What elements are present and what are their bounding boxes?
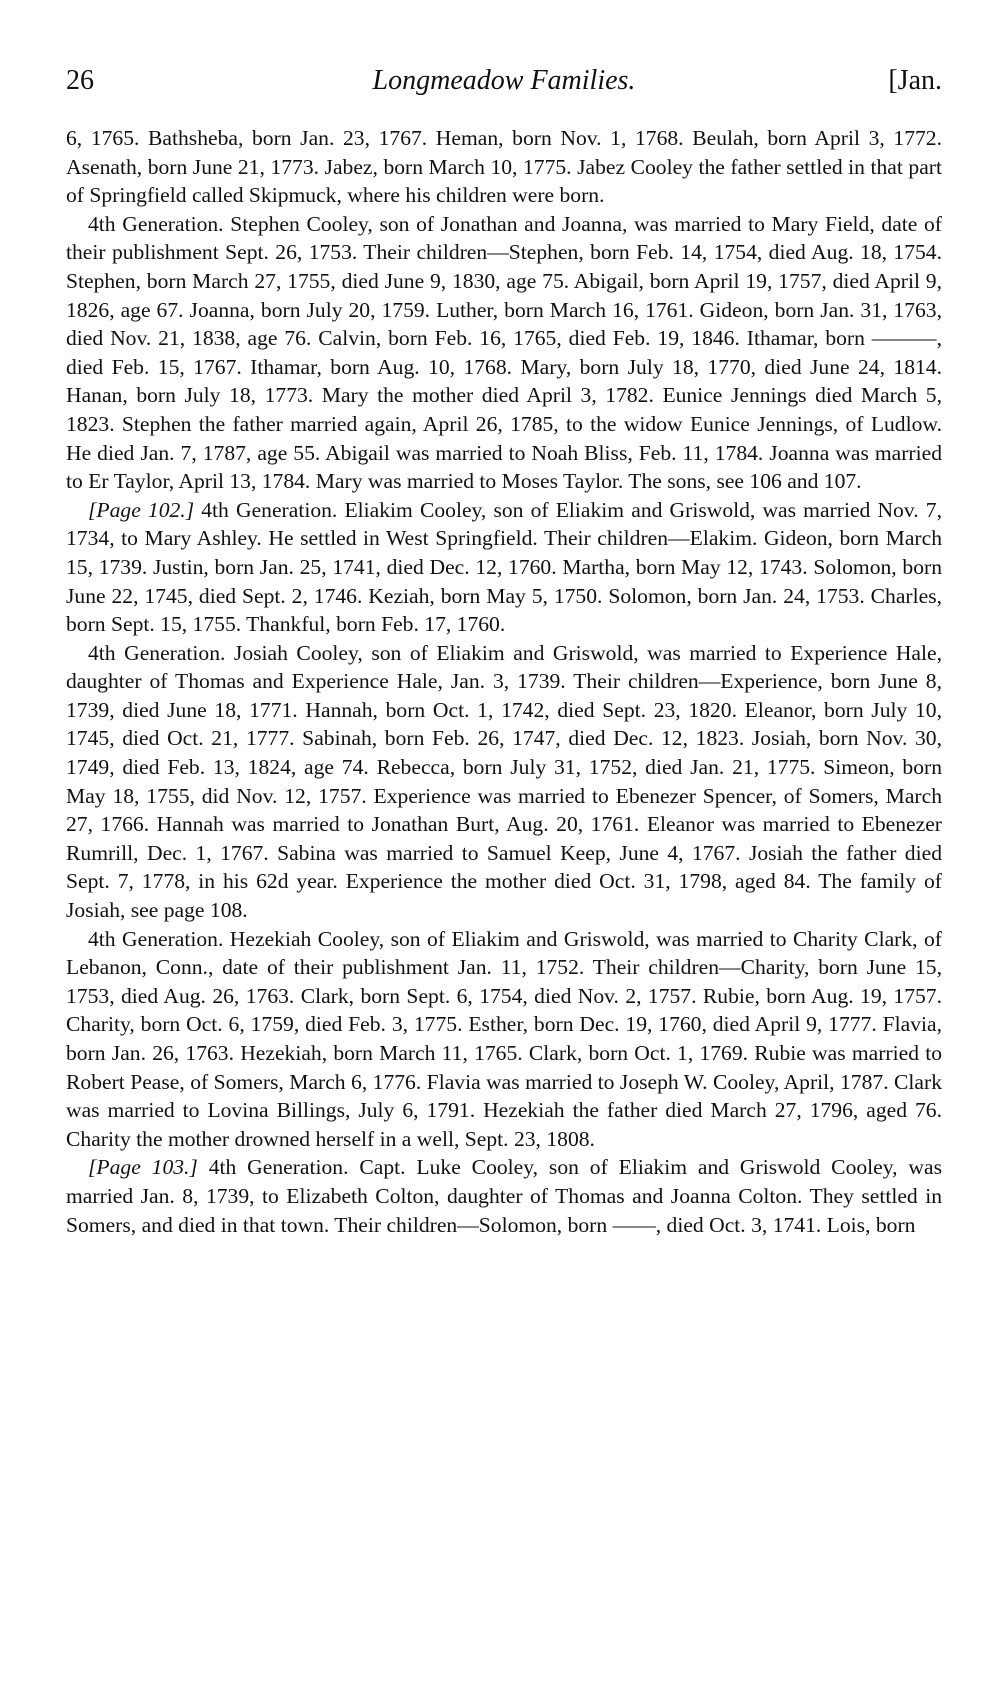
page-reference: [Page 103.] bbox=[88, 1155, 198, 1180]
paragraph-stephen-cooley bbox=[66, 210, 942, 496]
paragraph-text: 4th Generation. Hezekiah Cooley, son of Eliakim and Griswold, was married to Charity Clark, of Lebanon, Conn., date of their publishment Jan. 11, 1752. Their children—Charity, born June 15, 1753, died Aug. 26, 1763. Clark, born Sept. 6, 1754, died Nov. 2, 1757. Rubie, born Aug. 19, 1757. Charity, born Oct. 6, 1759, died Feb. 3, 1775. Esther, born Dec. 19, 1760, died April 9, 1777. Flavia, born Jan. 26, 1763. Hezekiah, born March 11, 1765. Clark, born Oct. 1, 1769. Rubie was married to Robert Pease, of Somers, March 6, 1776. Flavia was married to Joseph W. Cooley, April, 1787. Clark was married to Lovina Billings, July 6, 1791. Hezekiah the father died March 27, 1796, aged 76. Charity the mother drowned herself in a well, Sept. 23, 1808. bbox=[66, 926, 942, 1151]
paragraph-text: 4th Generation. Capt. Luke Cooley, son of Eliakim and Griswold Cooley, was married Jan. 8, 1739, to Elizabeth Colton, daughter of Thomas and Joanna Colton. They settled in Somers, and died in that town. Their children—Solomon, born ——, died Oct. 3, 1741. Lois, born bbox=[66, 1155, 942, 1237]
paragraph-eliakim-cooley bbox=[66, 496, 942, 639]
running-date: [Jan. bbox=[888, 65, 942, 96]
running-title: Longmeadow Families. bbox=[372, 65, 636, 96]
paragraph-text: 4th Generation. Josiah Cooley, son of Eliakim and Griswold, was married to Experience Hale, daughter of Thomas and Experience Hale, Jan. 3, 1739. Their children—Experience, born June 8, 1739, died June 18, 1771. Hannah, born Oct. 1, 1742, died Sept. 23, 1820. Eleanor, born July 10, 1745, died Oct. 21, 1777. Sabinah, born Feb. 26, 1747, died Dec. 12, 1823. Josiah, born Nov. 30, 1749, died Feb. 13, 1824, age 74. Rebecca, born July 31, 1752, died Jan. 21, 1775. Simeon, born May 18, 1755, did Nov. 12, 1757. Experience was married to Ebenezer Spencer, of Somers, March 27, 1766. Hannah was married to Jonathan Burt, Aug. 20, 1761. Eleanor was married to Ebenezer Rumrill, Dec. 1, 1767. Sabina was married to Samuel Keep, June 4, 1767. Josiah the father died Sept. 7, 1778, in his 62d year. Experience the mother died Oct. 31, 1798, aged 84. The family of Josiah, see page 108. bbox=[66, 640, 942, 923]
paragraph-josiah-cooley bbox=[66, 639, 942, 925]
paragraph-text: 6, 1765. Bathsheba, born Jan. 23, 1767. Heman, born Nov. 1, 1768. Beulah, born April 3, 1772. Asenath, born June 21, 1773. Jabez, born March 10, 1775. Jabez Cooley the father settled in that part of Springfield called Skipmuck, where his children were born. bbox=[66, 126, 942, 208]
page-reference: [Page 102.] bbox=[88, 497, 195, 522]
page-header bbox=[66, 56, 942, 106]
paragraph-hezekiah-cooley bbox=[66, 925, 942, 1154]
paragraph-jabez-cooley-continuation bbox=[66, 124, 942, 210]
page-body bbox=[66, 124, 942, 1239]
paragraph-text: 4th Generation. Stephen Cooley, son of Jonathan and Joanna, was married to Mary Field, date of their publishment Sept. 26, 1753. Their children—Stephen, born Feb. 14, 1754, died Aug. 18, 1754. Stephen, born March 27, 1755, died June 9, 1830, age 75. Abigail, born April 19, 1757, died April 9, 1826, age 67. Joanna, born July 20, 1759. Luther, born March 16, 1761. Gideon, born Jan. 31, 1763, died Nov. 21, 1838, age 76. Calvin, born Feb. 16, 1765, died Feb. 19, 1846. Ithamar, born ———, died Feb. 15, 1767. Ithamar, born Aug. 10, 1768. Mary, born July 18, 1770, died June 24, 1814. Hanan, born July 18, 1773. Mary the mother died April 3, 1782. Eunice Jennings died March 5, 1823. Stephen the father married again, April 26, 1785, to the widow Eunice Jennings, of Ludlow. He died Jan. 7, 1787, age 55. Abigail was married to Noah Bliss, Feb. 11, 1784. Joanna was married to Er Taylor, April 13, 1784. Mary was married to Moses Taylor. The sons, see 106 and 107. bbox=[66, 211, 942, 494]
paragraph-text: 4th Generation. Eliakim Cooley, son of Eliakim and Griswold, was married Nov. 7, 1734, to Mary Ashley. He settled in West Springfield. Their children—Elakim. Gideon, born March 15, 1739. Justin, born Jan. 25, 1741, died Dec. 12, 1760. Martha, born May 12, 1743. Solomon, born June 22, 1745, died Sept. 2, 1746. Keziah, born May 5, 1750. Solomon, born Jan. 24, 1753. Charles, born Sept. 15, 1755. Thankful, born Feb. 17, 1760. bbox=[66, 497, 942, 637]
page-number: 26 bbox=[66, 65, 94, 96]
paragraph-luke-cooley bbox=[66, 1153, 942, 1239]
